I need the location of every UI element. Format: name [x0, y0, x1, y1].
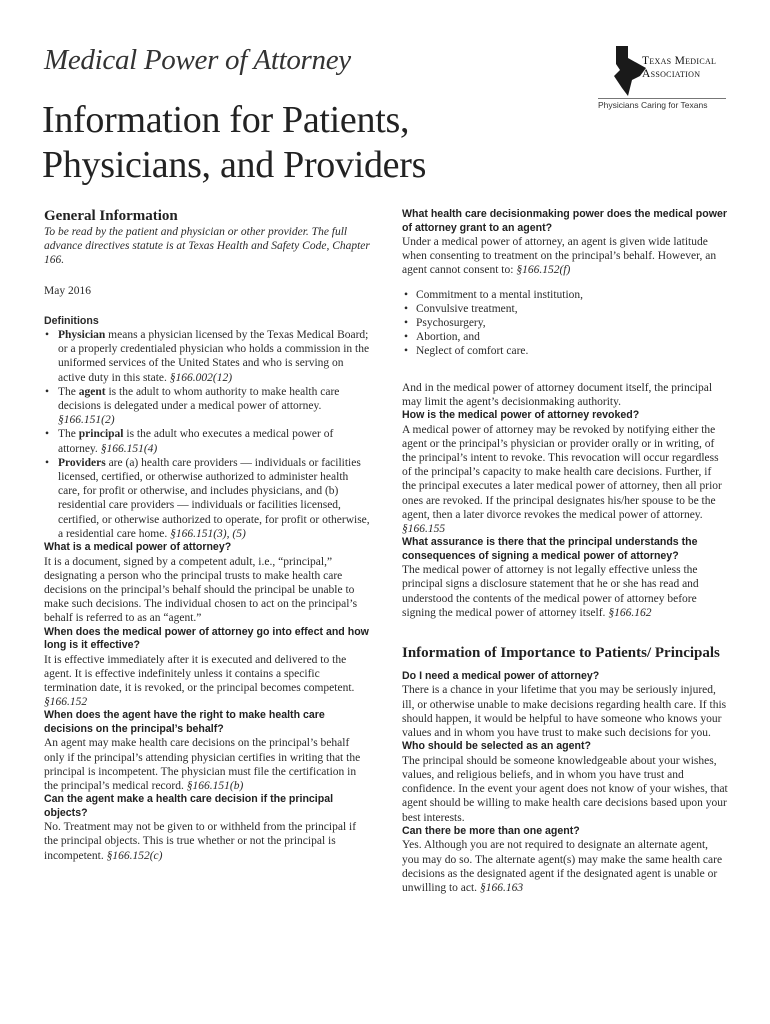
definition-physician	[44, 328, 372, 385]
question-heading: When does the medical power of attorney go into effect and how long is it effective?	[44, 625, 369, 652]
definition-text: means a physician licensed by the Texas Medical Board; or a properly credentialed physician who holds a commission in the uniformed services of the United States and who is serving on active duty in this state.	[58, 329, 370, 384]
document-subtitle: Medical Power of Attorney	[44, 44, 351, 76]
list-item: • Convulsive treatment,	[402, 302, 728, 316]
document-title	[42, 98, 426, 188]
definitions-list	[44, 328, 372, 541]
answer-body: Under a medical power of attorney, an agent is given wide latitude when consenting to treatment on the principal’s behalf. However, an agent cannot consent to:	[402, 236, 717, 277]
statute-citation: §166.151(b)	[186, 780, 244, 792]
definition-term: agent	[78, 385, 106, 398]
list-item: • Neglect of comfort care.	[402, 344, 728, 358]
logo-tagline: Physicians Caring for Texans	[598, 100, 708, 110]
right-column	[402, 208, 728, 895]
question-heading: Who should be selected as an agent?	[402, 740, 591, 753]
answer-body: A medical power of attorney may be revoked by notifying either the agent or the principal’s physician or provider orally or in writing, of the principal’s intent to revoke. This revocation will occur regardless of the principal’s capacity to make health care decisions. Further, if the principal executes a later medical power of attorney, then all prior ones are revoked. If the principal designates his/her spouse to be the agent, then a later divorce revokes the medical power of attorney.	[402, 423, 722, 521]
answer-body: The principal should be someone knowledgeable about your wishes, values, and religious beliefs, and in whom you have trust and confidence. In the event your agent does not know of your wishes, that agent should be willing to make health care decisions based upon your best interests.	[402, 754, 728, 824]
answer-body: It is effective immediately after it is executed and delivered to the agent. It is effective indefinitely unless it contains a specific termination date, it is revoked, or the principal becomes competent.	[44, 653, 355, 694]
answer-text: And in the medical power of attorney document itself, the principal may limit the agent’s decisionmaking authority.	[402, 381, 713, 408]
answer-body: There is a chance in your lifetime that you may be seriously injured, ill, or otherwise unable to make decisions regarding health care. If this should happen, it would be helpful to have someone who knows your values and in whom you have trust to make such decisions for you.	[402, 684, 727, 740]
answer-text	[402, 423, 728, 537]
statute-citation: §166.155	[402, 522, 446, 535]
title-line-2: Physicians, and Providers	[42, 144, 427, 186]
logo-name-line-2: Association	[642, 68, 701, 80]
list-item: • Abortion, and	[402, 330, 728, 344]
general-information-heading: General Information	[44, 208, 178, 224]
logo-name	[642, 55, 716, 81]
answer-body: An agent may make health care decisions on the principal’s behalf only if the principal’s attending physician certifies in writing that the principal is incompetent. The physician must file the certification in the principal’s medical record.	[44, 737, 361, 792]
answer-text	[44, 736, 372, 793]
answer-text	[44, 555, 372, 626]
statute-citation: §166.151(4)	[100, 442, 158, 455]
agent-exclusions-list	[402, 288, 728, 359]
list-item: • Commitment to a mental institution,	[402, 288, 728, 302]
publication-date: May 2016	[44, 284, 91, 297]
definition-term: Physician	[58, 329, 106, 342]
logo-name-line-1: Texas Medical	[642, 55, 717, 67]
statute-citation: §166.152(f)	[516, 264, 571, 277]
definition-text: are (a) health care providers — individuals or facilities licensed, certified, or otherwise authorized to administer health care, for profit or otherwise, and includes physicians, and (b) residential care providers — individuals or facilities licensed, certified, or otherwise authorized to operate, for profit or otherwise, a residential care home.	[58, 456, 370, 540]
answer-text	[44, 653, 372, 710]
statute-citation: §166.152(c)	[106, 849, 163, 862]
definition-term: principal	[78, 428, 124, 441]
statute-citation: §166.162	[608, 606, 652, 619]
answer-body: The medical power of attorney is not legally effective unless the principal signs a disclosure statement that he or she has read and understood the contents of the medical power of attorney before signing the medical power of attorney itself.	[402, 564, 699, 619]
intro-text: To be read by the patient and physician or other provider. The full advance directives statute is at Texas Health and Safety Code, Chapter 166.	[44, 226, 370, 267]
logo-rule	[598, 98, 726, 99]
definition-text: is the adult who executes a medical power of attorney.	[58, 428, 334, 455]
answer-text	[44, 820, 372, 863]
definition-text: is the adult to whom authority to make health care decisions is delegated under a medical power of attorney.	[58, 385, 340, 413]
left-column	[44, 208, 372, 863]
tma-logo	[598, 46, 738, 116]
definition-prefix: The	[58, 428, 79, 441]
answer-body: No. Treatment may not be given to or withheld from the principal if the principal objects. This is true whether or not the principal is incompetent.	[44, 821, 357, 862]
question-heading: What health care decisionmaking power does the medical power of attorney grant to an agent?	[402, 208, 727, 234]
answer-body: It is a document, signed by a competent adult, i.e., “principal,” designating a person who the principal trusts to make health care decisions on the principal’s behalf should the principal be unable to make such decisions. The individual chosen to act on the principal’s behalf is referred to as an “agent.”	[44, 555, 358, 625]
question-heading: How is the medical power of attorney revoked?	[402, 409, 640, 422]
answer-text	[402, 563, 728, 620]
answer-text	[402, 838, 728, 895]
question-heading: Can there be more than one agent?	[402, 824, 580, 837]
definition-term: Providers	[58, 456, 106, 469]
statute-citation: §166.002(12)	[169, 371, 233, 384]
definition-providers	[44, 456, 372, 541]
definitions-heading: Definitions	[44, 314, 99, 327]
question-heading: What assurance is there that the principal understands the consequences of signing a medical power of attorney?	[402, 536, 698, 562]
answer-body: Yes. Although you are not required to designate an alternate agent, you may do so. The alternate agent(s) may make the same health care decisions as the designated agent if the designated agent is unable or unwilling to act.	[402, 839, 723, 894]
statute-citation: §166.163	[479, 881, 524, 894]
definition-prefix: The	[58, 385, 79, 398]
answer-text	[402, 754, 728, 825]
question-heading: Can the agent make a health care decision if the principal objects?	[44, 793, 334, 819]
question-heading: When does the agent have the right to make health care decisions on the principal’s behalf?	[44, 709, 325, 735]
answer-text	[402, 683, 728, 740]
statute-citation: §166.151(2)	[58, 414, 115, 427]
title-line-1: Information for Patients,	[42, 99, 410, 141]
statute-citation: §166.151(3), (5)	[170, 527, 246, 540]
question-heading: Do I need a medical power of attorney?	[402, 669, 600, 682]
list-item: • Psychosurgery,	[402, 316, 728, 330]
definition-principal	[44, 427, 372, 455]
answer-text	[402, 235, 728, 278]
question-heading: What is a medical power of attorney?	[44, 541, 232, 554]
importance-heading: Information of Importance to Patients/ Principals	[402, 644, 720, 661]
definition-agent	[44, 385, 372, 428]
statute-citation: §166.152	[44, 696, 88, 709]
